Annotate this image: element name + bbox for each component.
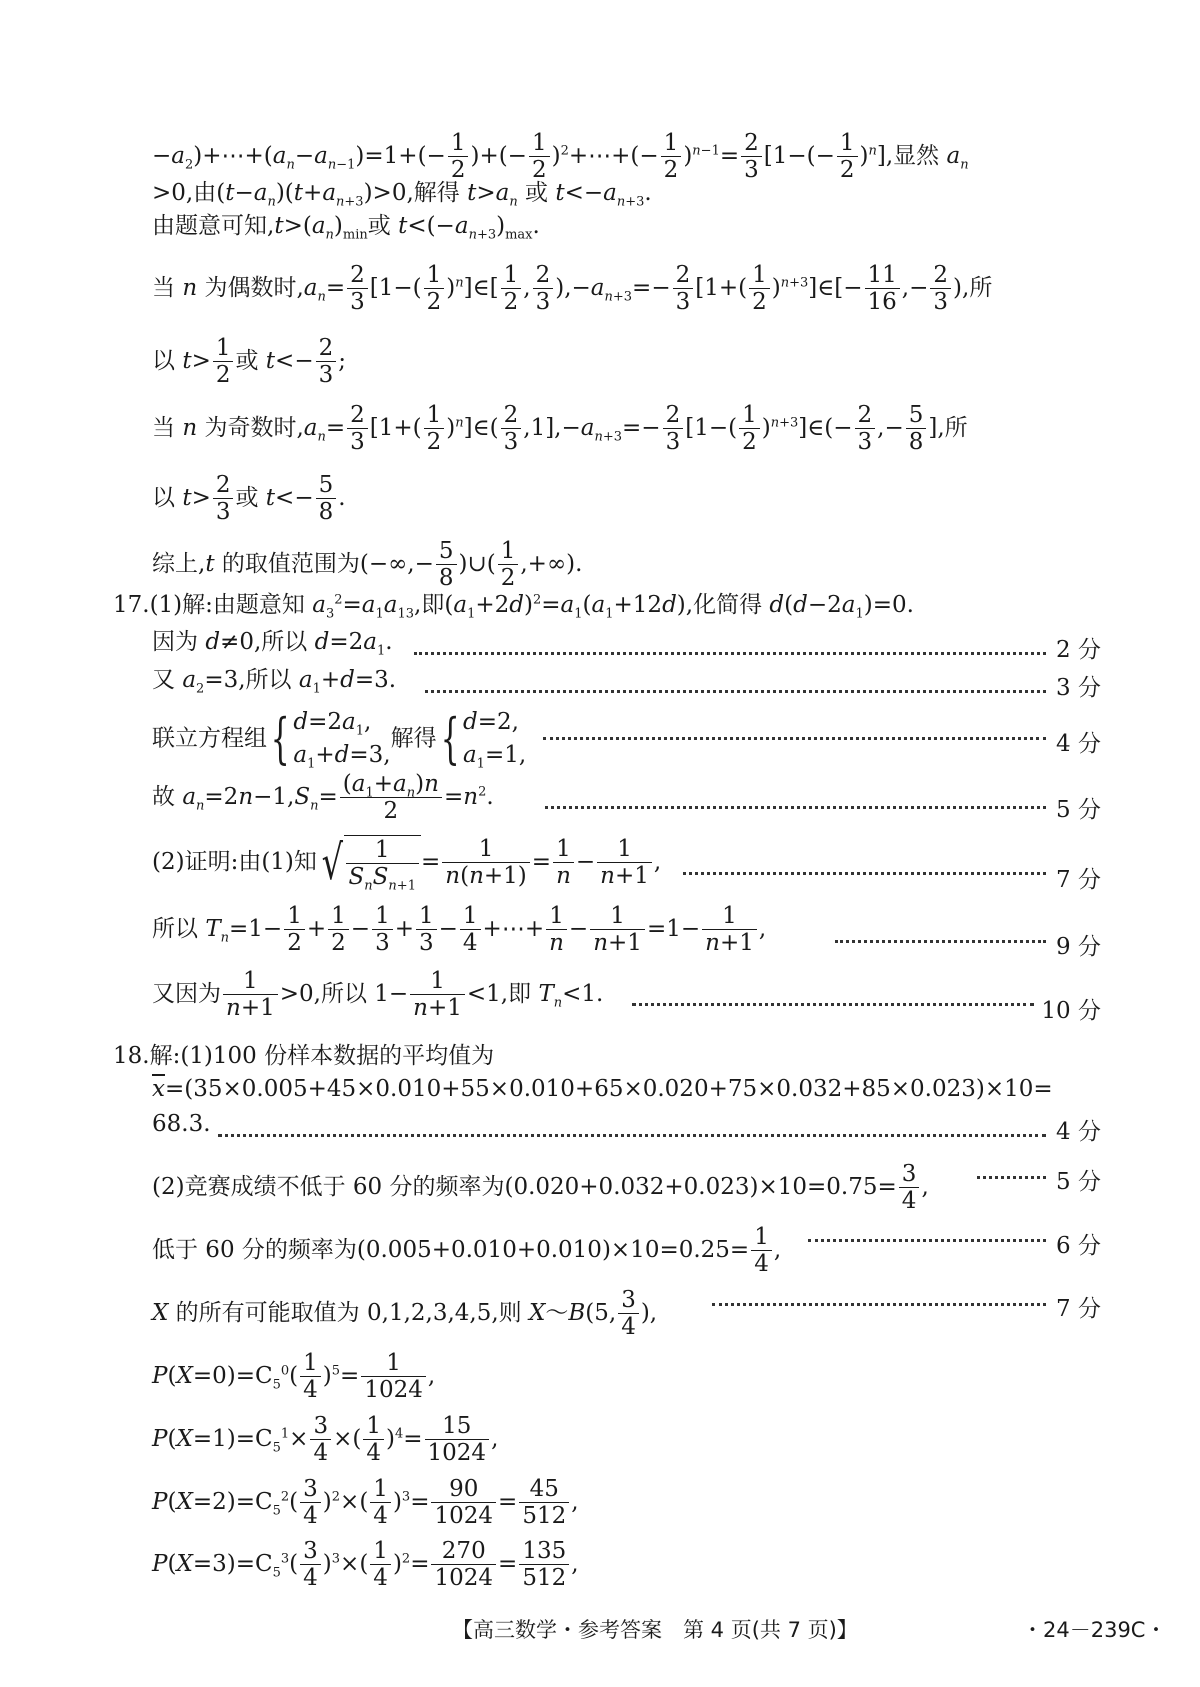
- text-line: $P(X=0)=C_5^0$( $\frac{1}{4}$ )$^5$= $\frac{1}{1024}$ ,: [152, 1350, 436, 1404]
- text-line: $P(X=1)=C_5^1\times$ $\frac{3}{4}$ ×( $\frac{1}{4}$ )$^4$= $\frac{15}{1024}$ ,: [152, 1413, 499, 1467]
- text-line: X 的所有可能取值为 0,1,2,3,4,5,则 X～B(5, $\frac{3}{4}$ ),: [152, 1287, 658, 1341]
- text-line: 低于 60 分的频率为(0.005+0.010+0.010)×10=0.25= $\frac{1}{4}$ ,: [152, 1224, 782, 1278]
- q17-line: 17.(1)解:由题意知 $a_3^2=a_1a_{13}$,即$(a_1+2d)^2=a_1(a_1+12d)$,化简得 $d(d-2a_1)=0$.: [113, 592, 914, 622]
- text-line: (2)证明:由(1)知√ 1 $S_nS_{n+1}$ = $\frac{1}{n(n+1)}$ = $\frac{1}{n}$ − $\frac{1}{n+1}$ ,: [152, 834, 662, 895]
- score: 3 分: [1056, 675, 1101, 701]
- score: 10 分: [1041, 998, 1101, 1024]
- text-line: >0,由$(t-a_n)(t+a_{n+3})>0$,解得 $t>a_n$ 或 $t<-a_{n+3}$.: [152, 180, 652, 210]
- mean-value: 68.3.: [152, 1111, 211, 1137]
- text-line: 又因为 $\frac{1}{n+1}$ >0,所以 1− $\frac{1}{n+1}$ <1,即 $T_n<1$.: [152, 968, 604, 1022]
- score: 5 分: [1056, 797, 1101, 823]
- text-line: 因为 d≠0,所以 $d=2a_1$.: [152, 629, 393, 659]
- q18-line: [113, 1045, 494, 1068]
- score: 4 分: [1056, 731, 1101, 757]
- text-line: 联立方程组{ $d=2a_1$, $a_1+d=3$, 解得{ d=2, $a_1=1$,: [152, 707, 527, 772]
- score: 2 分: [1056, 637, 1101, 663]
- mean-formula: =(35×0.005+45×0.010+55×0.010+65×0.020+75×0.032+85×0.023)×10=: [164, 1076, 1053, 1102]
- text-line: 当 n 为偶数时$,a_n=$ $\frac{2}{3}$ [1−( $\frac{1}{2}$ )$^n$]∈[ $\frac{1}{2}$ , $\frac{2}{3}$ )$,-a_{n+3}=-$ $\frac{2}{3}$ [1+( $\frac{1}{2}$ )$^{n+3}$]∈[− $\frac{11}{16}$ ,− $\frac{2}{3}$ ),所: [152, 262, 993, 316]
- score: 9 分: [1056, 934, 1101, 960]
- score: 4 分: [1056, 1119, 1101, 1145]
- text-line: (2)竞赛成绩不低于 60 分的频率为(0.020+0.032+0.023)×10=0.75= $\frac{3}{4}$ ,: [152, 1161, 929, 1215]
- text-line: $\overline{x}=(35\times 0.005+45\times 0.010+55\times 0.010+65\times 0.020+75\times 0.032+85\times 0.023)\times 10=$: [152, 1076, 1053, 1102]
- text-line: 以 t> $\frac{2}{3}$ 或 t<− $\frac{5}{8}$ .: [152, 472, 346, 526]
- score: 7 分: [1056, 867, 1101, 893]
- text-line: 故 $a_n=2n-1,S_n=$ $\frac{(a_1+a_n)n}{2}$ $=n^2$.: [152, 771, 494, 825]
- q18-label: 18.: [113, 1043, 150, 1069]
- text-line: 又 $a_2=3$,所以 $a_1+d=3$.: [152, 667, 397, 697]
- text-line: 以 t> $\frac{1}{2}$ 或 t<− $\frac{2}{3}$ ;: [152, 335, 346, 389]
- score: 5 分: [1056, 1169, 1101, 1195]
- q18-intro: 解:(1)100 份样本数据的平均值为: [149, 1043, 495, 1069]
- text-line: 所以 $T_n=1-$ $\frac{1}{2}$ + $\frac{1}{2}$ − $\frac{1}{3}$ + $\frac{1}{3}$ − $\frac{1}{4}$ +⋯+ $\frac{1}{n}$ − $\frac{1}{n+1}$ =1− $\frac{1}{n+1}$ ,: [152, 903, 767, 957]
- score: 6 分: [1056, 1233, 1101, 1259]
- footer-page-info: 【高三数学・参考答案 第 4 页(共 7 页)】: [452, 1618, 858, 1642]
- text-line: $-a_2)+\cdots+(a_n-a_{n-1})=1+(-$ $\frac{1}{2}$ )+(− $\frac{1}{2}$ )$^2$+⋯+(− $\frac{1}{2}$ )$^{n-1}$= $\frac{2}{3}$ [1−(− $\frac{1}{2}$ )$^n$],显然 $a_n$: [152, 130, 969, 184]
- text-line: $P(X=2)=C_5^2$( $\frac{3}{4}$ )$^2$×( $\frac{1}{4}$ )$^3$= $\frac{90}{1024}$ = $\frac{45}{512}$ ,: [152, 1476, 579, 1530]
- freq-high: (2)竞赛成绩不低于 60 分的频率为(0.020+0.032+0.023)×10=0.75=: [152, 1173, 897, 1200]
- footer-code: ・24－239C・: [1022, 1618, 1167, 1642]
- text-line: 由题意可知$,t>(a_n)_{min}$或 $t<(-a_{n+3})_{max}$.: [152, 213, 540, 243]
- text-line: 综上,t 的取值范围为(−∞,− $\frac{5}{8}$ )∪( $\frac{1}{2}$ ,+∞).: [152, 538, 583, 592]
- text-line: 当 n 为奇数时$,a_n=$ $\frac{2}{3}$ [1+( $\frac{1}{2}$ )$^n$]∈( $\frac{2}{3}$ $,1],-a_{n+3}=-$ $\frac{2}{3}$ [1−( $\frac{1}{2}$ )$^{n+3}$]∈(− $\frac{2}{3}$ ,− $\frac{5}{8}$ ],所: [152, 402, 968, 456]
- text-line: $P(X=3)=C_5^3$( $\frac{3}{4}$ )$^3$×( $\frac{1}{4}$ )$^2$= $\frac{270}{1024}$ = $\frac{135}{512}$ ,: [152, 1538, 579, 1592]
- q17-label: 17.: [113, 592, 150, 618]
- freq-low: 低于 60 分的频率为(0.005+0.010+0.010)×10=0.25=: [152, 1236, 750, 1263]
- score: 7 分: [1056, 1296, 1101, 1322]
